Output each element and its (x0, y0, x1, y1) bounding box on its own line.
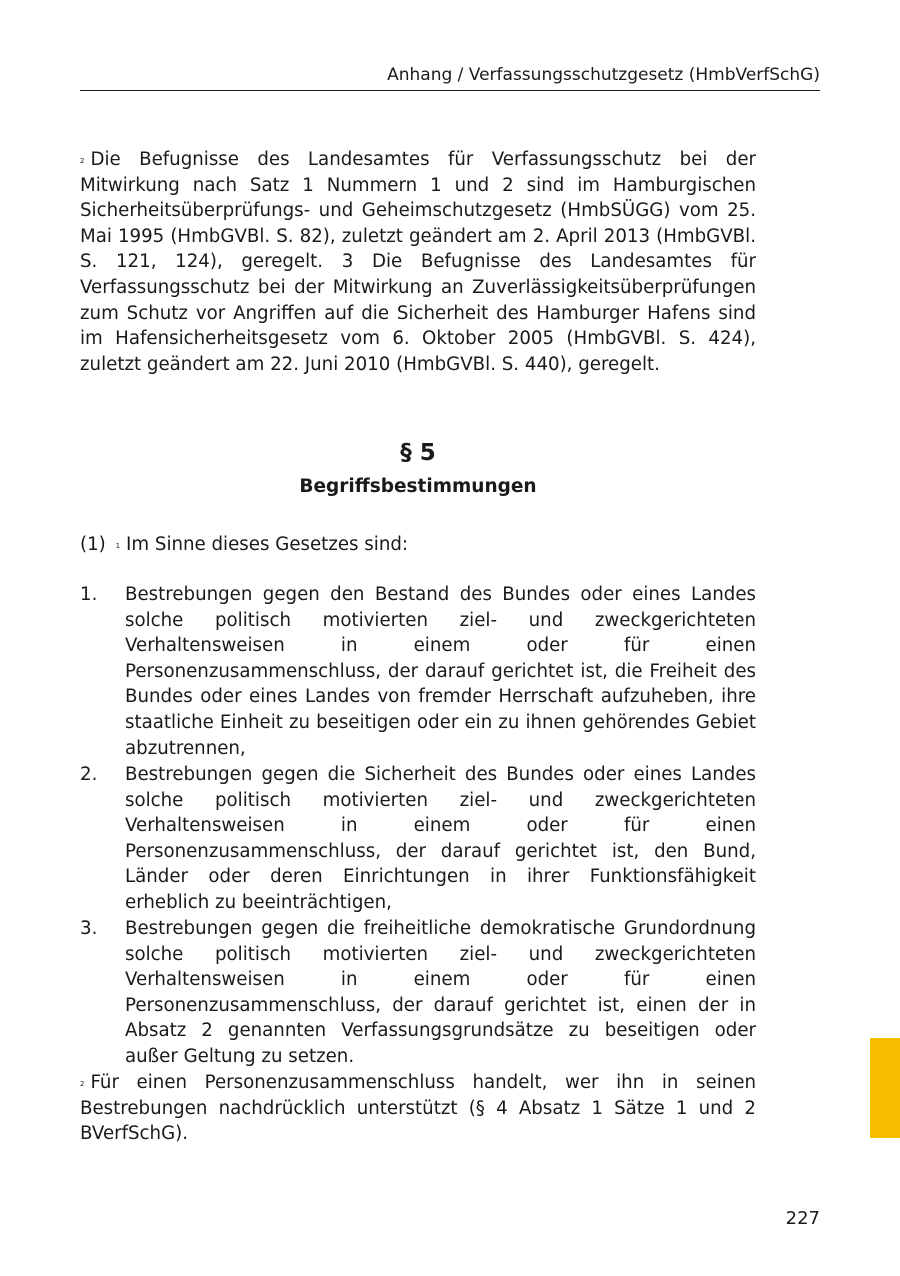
intro-paragraph (80, 147, 756, 377)
chapter-tab (870, 1038, 900, 1138)
absatz-label: (1) (80, 534, 106, 555)
sentence-marker: 1 (115, 542, 121, 550)
list-item-number: 2. (80, 764, 98, 785)
absatz-text: Im Sinne dieses Gesetzes sind: (126, 534, 409, 555)
list-item-number: 3. (80, 918, 98, 939)
list-item-text: Bestrebungen gegen die freiheitliche demokratische Grundordnung solche politisch motivierten ziel- und zweckgerichteten Verhaltensweisen in einem oder für einen Personenzusammenschluss, der darauf gerichtet ist, einen der in Absatz 2 genannten Verfassungsgrundsätze zu beseitigen oder außer Geltung zu setzen. (125, 918, 756, 1067)
list-item (80, 916, 756, 1070)
absatz-1-intro (80, 532, 756, 558)
section-number: § 5 (400, 440, 436, 466)
closing-paragraph (80, 1070, 756, 1147)
running-header (80, 64, 820, 91)
running-header-title: Anhang / Verfassungsschutzgesetz (HmbVerfSchG) (387, 65, 820, 85)
closing-text: Für einen Personenzusammenschluss handelt, wer ihn in seinen Bestrebungen nachdrücklich unterstützt (§ 4 Absatz 1 Sätze 1 und 2 BVerfSchG). (80, 1072, 756, 1145)
list-item-number: 1. (80, 584, 98, 605)
section-title: Begriffsbestimmungen (299, 476, 537, 497)
list-item (80, 762, 756, 916)
sentence-marker: 2 (80, 157, 85, 165)
list-item-text: Bestrebungen gegen den Bestand des Bundes oder eines Landes solche politisch motivierten ziel- und zweckgerichteten Verhaltensweisen in einem oder für einen Personenzusammenschluss, der darauf gerichtet ist, die Freiheit des Bundes oder eines Landes von fremder Herrschaft aufzuheben, ihre staatliche Einheit zu beseitigen oder ein zu ihnen gehörendes Gebiet abzutrennen, (125, 584, 756, 759)
page-number: 227 (785, 1208, 820, 1229)
list-item (80, 582, 756, 761)
intro-text: Die Befugnisse des Landesamtes für Verfassungsschutz bei der Mitwirkung nach Satz 1 Nummern 1 und 2 sind im Hamburgischen Sicherheitsüberprüfungs- und Geheimschutzgesetz (HmbSÜGG) vom 25. Mai 1995 (HmbGVBl. S. 82), zuletzt geändert am 2. April 2013 (HmbGVBl. S. 121, 124), geregelt. 3 Die Befugnisse des Landesamtes für Verfassungsschutz bei der Mitwirkung an Zuverlässigkeitsüberprüfungen zum Schutz vor Angriffen auf die Sicherheit des Hamburger Hafens sind im Hafensicherheitsgesetz vom 6. Oktober 2005 (HmbGVBl. S. 424), zuletzt geändert am 22. Juni 2010 (HmbGVBl. S. 440), geregelt. (80, 149, 756, 375)
sentence-marker: 2 (80, 1080, 85, 1088)
list-item-text: Bestrebungen gegen die Sicherheit des Bundes oder eines Landes solche politisch motivierten ziel- und zweckgerichteten Verhaltensweisen in einem oder für einen Personenzusammenschluss, der darauf gerichtet ist, den Bund, Länder oder deren Einrichtungen in ihrer Funktionsfähigkeit erheblich zu beeinträchtigen, (125, 764, 756, 913)
